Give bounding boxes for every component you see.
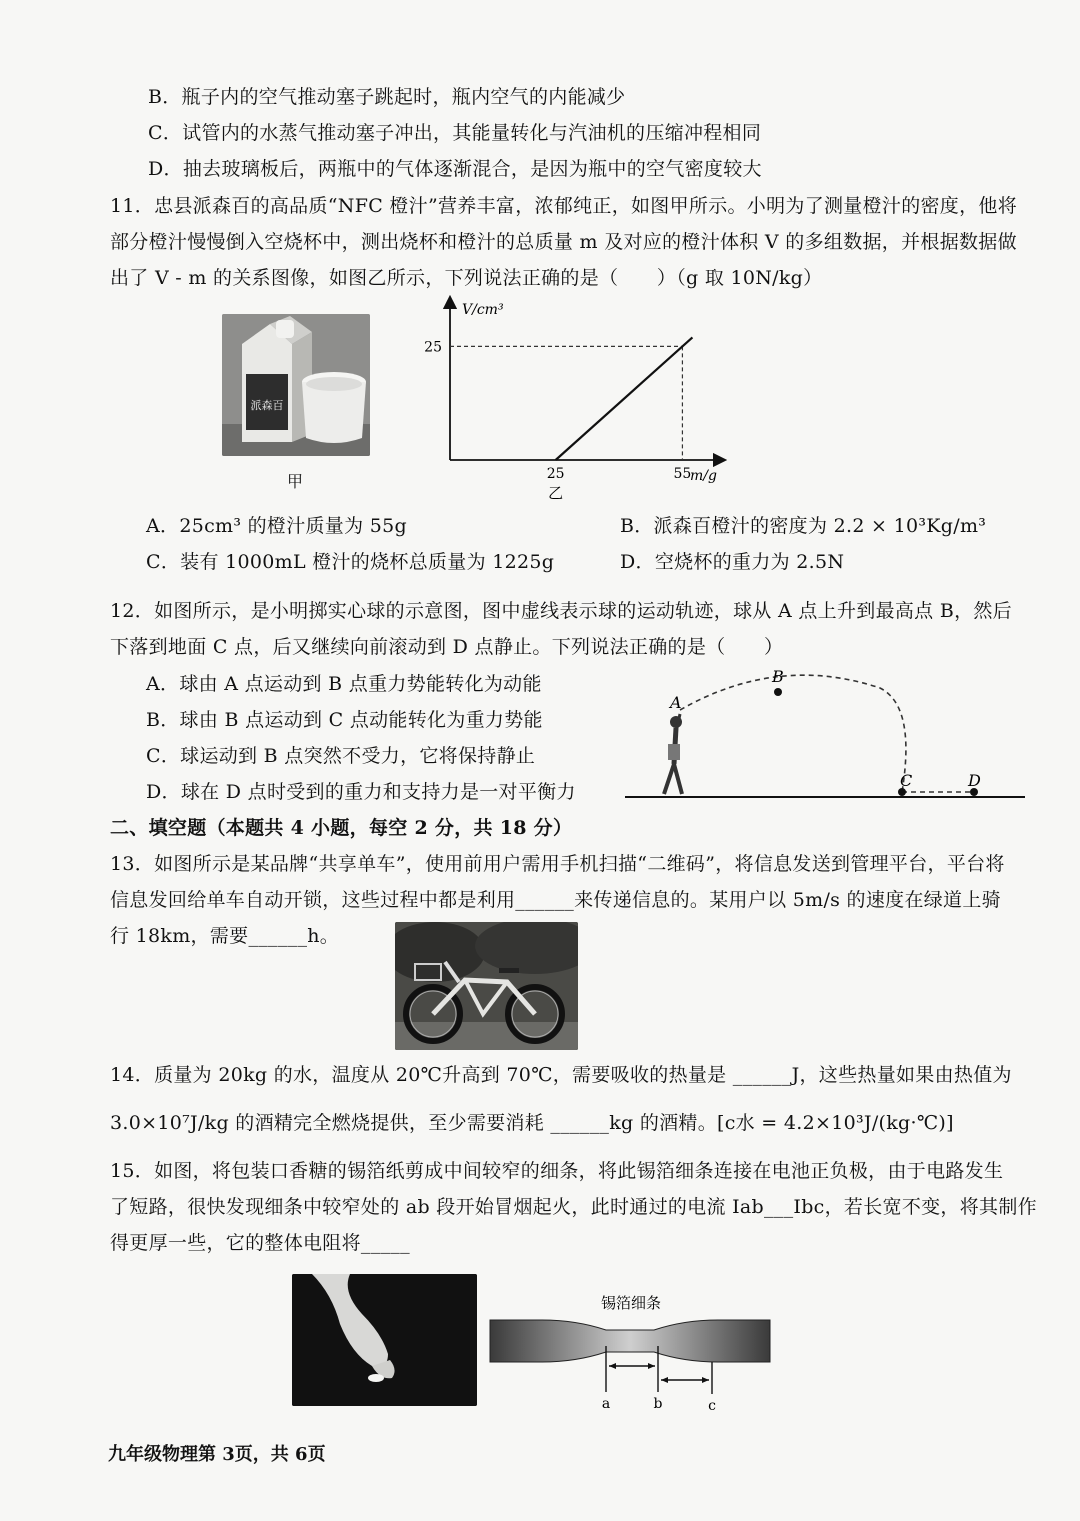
q12-option-b: B．球由 B 点运动到 C 点动能转化为重力势能 — [146, 709, 543, 731]
q10-option-d: D．抽去玻璃板后，两瓶中的气体逐渐混合，是因为瓶中的空气密度较大 — [148, 158, 762, 180]
section-2-heading: 二、填空题（本题共 4 小题，每空 2 分，共 18 分） — [110, 817, 573, 839]
y-axis-label: V/cm³ — [462, 302, 504, 318]
q12-option-d: D．球在 D 点时受到的重力和支持力是一对平衡力 — [146, 781, 576, 803]
point-b-marker — [774, 688, 782, 696]
hand-illustration — [292, 1274, 477, 1406]
label-c: c — [708, 1398, 716, 1414]
q11-option-d: D．空烧杯的重力为 2.5N — [620, 551, 845, 573]
q15-stem-3: 得更厚一些，它的整体电阻将_____ — [110, 1232, 410, 1254]
x-axis-label: m/g — [690, 468, 717, 484]
figure-yi-caption: 乙 — [548, 484, 564, 502]
v-m-data-line — [556, 337, 693, 460]
q15-stem-1: 15．如图，将包装口香糖的锡箔纸剪成中间较窄的细条，将此锡箔细条连接在电池正负极，由于电路发生 — [110, 1160, 1004, 1182]
q14-stem-2: 3.0×10⁷J/kg 的酒精完全燃烧提供，至少需要消耗 ______kg 的酒精。[c水 = 4.2×10³J/(kg·℃)] — [110, 1112, 954, 1134]
x-tick-25: 25 — [546, 466, 565, 482]
foil-strip-diagram — [486, 1290, 776, 1416]
carton-brand-text: 派森百 — [250, 399, 284, 412]
foil-hand-photo — [292, 1274, 477, 1406]
trajectory-curve — [680, 675, 906, 792]
point-d-label: D — [968, 771, 981, 790]
q10-option-b: B．瓶子内的空气推动塞子跳起时，瓶内空气的内能减少 — [148, 86, 626, 108]
figure-jia-label: 甲 — [287, 472, 304, 491]
arrowhead-b-right — [661, 1377, 668, 1383]
shot-put-trajectory-figure — [620, 660, 1030, 805]
bike-illustration — [395, 922, 578, 1050]
juice-carton-illustration — [222, 314, 370, 456]
q11-stem-3: 出了 V - m 的关系图像，如图乙所示，下列说法正确的是（ ）（g 取 10N/kg） — [110, 267, 823, 289]
thrower-figure-icon — [664, 714, 682, 794]
shared-bike-photo — [395, 922, 578, 1050]
arrowhead-b-left — [648, 1363, 655, 1369]
foil-strip-title: 锡箔细条 — [600, 1294, 662, 1312]
q11-option-a: A．25cm³ 的橙汁质量为 55g — [146, 515, 407, 537]
q13-stem-1: 13．如图所示是某品牌“共享单车”，使用前用户需用手机扫描“二维码”，将信息发送到管理平台，平台将 — [110, 853, 1005, 875]
point-c-label: C — [900, 771, 913, 790]
point-b-label: B — [772, 667, 784, 686]
point-a-label: A — [670, 693, 682, 712]
q12-option-c: C．球运动到 B 点突然不受力，它将保持静止 — [146, 745, 536, 767]
orange-juice-photo — [222, 314, 370, 456]
v-m-graph — [420, 294, 730, 506]
q11-stem-2: 部分橙汁慢慢倒入空烧杯中，测出烧杯和橙汁的总质量 m 及对应的橙汁体积 V 的多组数据，并根据数据做 — [110, 231, 1017, 253]
q12-stem-2: 下落到地面 C 点，后又继续向前滚动到 D 点静止。下列说法正确的是（ ） — [110, 636, 784, 658]
arrowhead-c — [702, 1377, 709, 1383]
q11-option-c: C．装有 1000mL 橙汁的烧杯总质量为 1225g — [146, 551, 555, 573]
label-b: b — [653, 1396, 663, 1412]
y-tick-25: 25 — [424, 339, 442, 356]
q14-stem-1: 14．质量为 20kg 的水，温度从 20℃升高到 70℃，需要吸收的热量是 ______J，这些热量如果由热值为 — [110, 1064, 1012, 1086]
q15-stem-2: 了短路，很快发现细条中较窄处的 ab 段开始冒烟起火，此时通过的电流 Iab___Ibc，若长宽不变，将其制作 — [110, 1196, 1037, 1218]
q10-option-c: C．试管内的水蒸气推动塞子冲出，其能量转化与汽油机的压缩冲程相同 — [148, 122, 762, 144]
q13-stem-3: 行 18km，需要______h。 — [110, 925, 340, 947]
q12-option-a: A．球由 A 点运动到 B 点重力势能转化为动能 — [146, 673, 542, 695]
label-a: a — [601, 1396, 611, 1412]
q13-stem-2: 信息发回给单车自动开锁，这些过程中都是利用______来传递信息的。某用户以 5m/s 的速度在绿道上骑 — [110, 889, 1001, 911]
foil-strip-shape — [490, 1320, 770, 1362]
q12-stem-1: 12．如图所示，是小明掷实心球的示意图，图中虚线表示球的运动轨迹，球从 A 点上升到最高点 B，然后 — [110, 600, 1012, 622]
x-tick-55: 55 — [673, 466, 692, 482]
q11-option-b: B．派森百橙汁的密度为 2.2 × 10³Kg/m³ — [620, 515, 987, 537]
arrowhead-a — [609, 1363, 616, 1369]
q11-stem-1: 11．忠县派森百的高品质“NFC 橙汁”营养丰富，浓郁纯正，如图甲所示。小明为了测量橙汁的密度，他将 — [110, 195, 1017, 217]
page-footer: 九年级物理第 3页，共 6页 — [108, 1444, 326, 1465]
